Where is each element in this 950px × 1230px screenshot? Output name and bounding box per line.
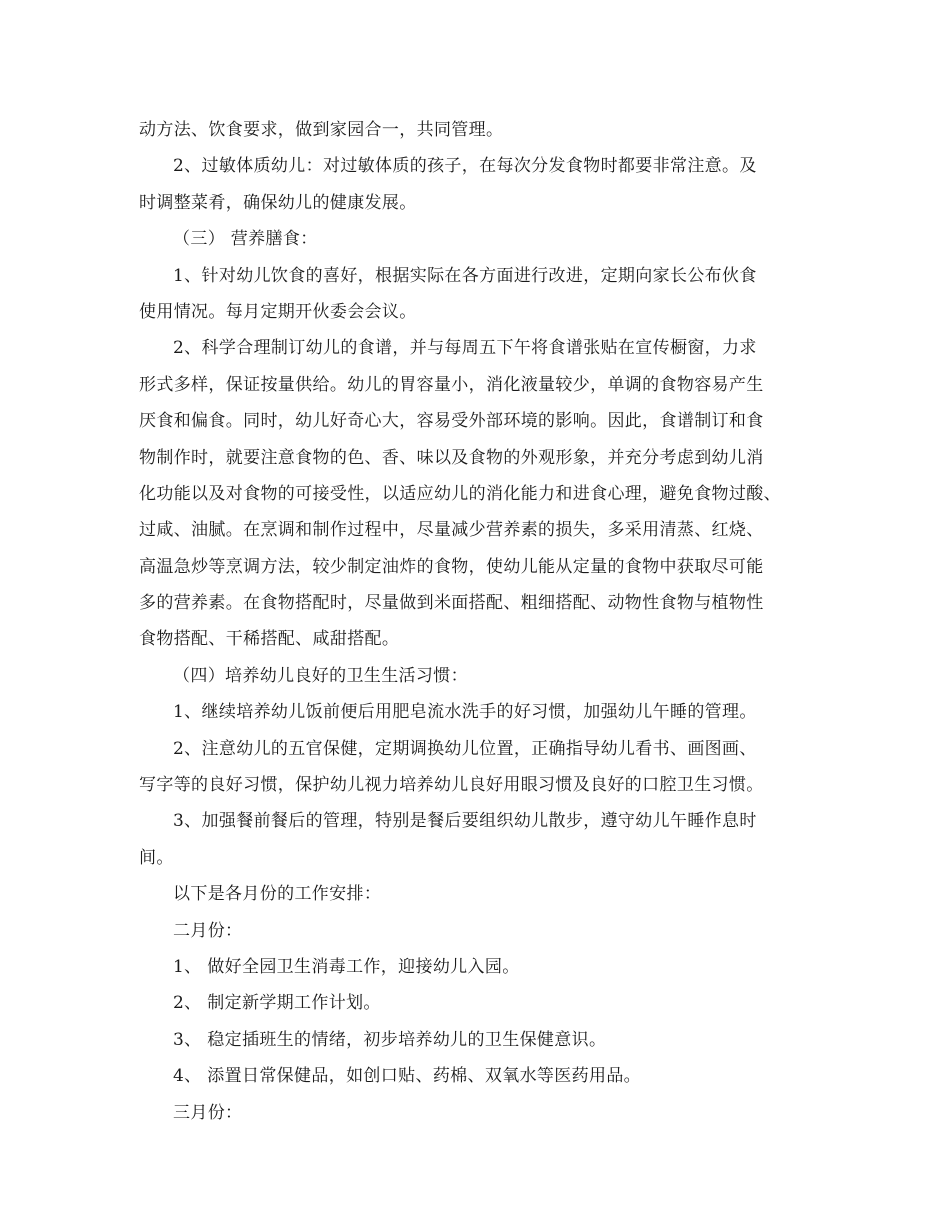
text-line: 厌食和偏食。同时，幼儿好奇心大，容易受外部环境的影响。因此，食谱制订和食: [139, 411, 764, 432]
text-line: 间。: [139, 847, 174, 868]
text-line: 过咸、油腻。在烹调和制作过程中，尽量减少营养素的损失，多采用清蒸、红烧、: [139, 520, 764, 541]
text-line: 形式多样，保证按量供给。幼儿的胃容量小，消化液量较少，单调的食物容易产生: [139, 374, 764, 395]
text-line: 使用情况。每月定期开伙委会会议。: [139, 301, 417, 322]
document-body: [139, 112, 829, 1131]
text-line: 以下是各月份的工作安排：: [173, 884, 382, 905]
text-line: 食物搭配、干稀搭配、咸甜搭配。: [139, 629, 400, 650]
text-line: 物制作时，就要注意食物的色、香、味以及食物的外观形象，并充分考虑到幼儿消: [139, 447, 764, 468]
text-line: 三月份：: [173, 1102, 243, 1123]
text-line: 写字等的良好习惯，保护幼儿视力培养幼儿良好用眼习惯及良好的口腔卫生习惯。: [139, 775, 764, 796]
text-line: 1、 做好全园卫生消毒工作，迎接幼儿入园。: [173, 956, 520, 977]
text-line: 2、注意幼儿的五官保健，定期调换幼儿位置，正确指导幼儿看书、画图画、: [173, 738, 757, 759]
text-line: 2、科学合理制订幼儿的食谱，并与每周五下午将食谱张贴在宣传橱窗，力求: [173, 338, 757, 359]
text-line: 4、 添置日常保健品，如创口贴、药棉、双氧水等医药用品。: [173, 1066, 642, 1087]
text-line: 1、针对幼儿饮食的喜好，根据实际在各方面进行改进，定期向家长公布伙食: [173, 265, 757, 286]
text-line: （三） 营养膳食：: [173, 229, 318, 250]
text-line: （四）培养幼儿良好的卫生生活习惯：: [173, 665, 468, 686]
text-line: 时调整菜肴，确保幼儿的健康发展。: [139, 192, 417, 213]
text-line: 2、 制定新学期工作计划。: [173, 993, 381, 1014]
text-line: 1、继续培养幼儿饭前便后用肥皂流水洗手的好习惯，加强幼儿午睡的管理。: [173, 702, 757, 723]
text-line: 动方法、饮食要求，做到家园合一，共同管理。: [139, 120, 504, 140]
text-line: 3、加强餐前餐后的管理，特别是餐后要组织幼儿散步，遵守幼儿午睡作息时: [173, 811, 757, 832]
text-line: 二月份：: [173, 920, 243, 941]
text-line: 高温急炒等烹调方法，较少制定油炸的食物，使幼儿能从定量的食物中获取尽可能: [139, 556, 764, 577]
text-line: 3、 稳定插班生的情绪，初步培养幼儿的卫生保健意识。: [173, 1029, 607, 1050]
text-line: 多的营养素。在食物搭配时，尽量做到米面搭配、粗细搭配、动物性食物与植物性: [139, 593, 764, 614]
text-line: 化功能以及对食物的可接受性，以适应幼儿的消化能力和进食心理，避免食物过酸、: [139, 483, 781, 504]
text-line: 2、过敏体质幼儿：对过敏体质的孩子，在每次分发食物时都要非常注意。及: [173, 156, 757, 177]
